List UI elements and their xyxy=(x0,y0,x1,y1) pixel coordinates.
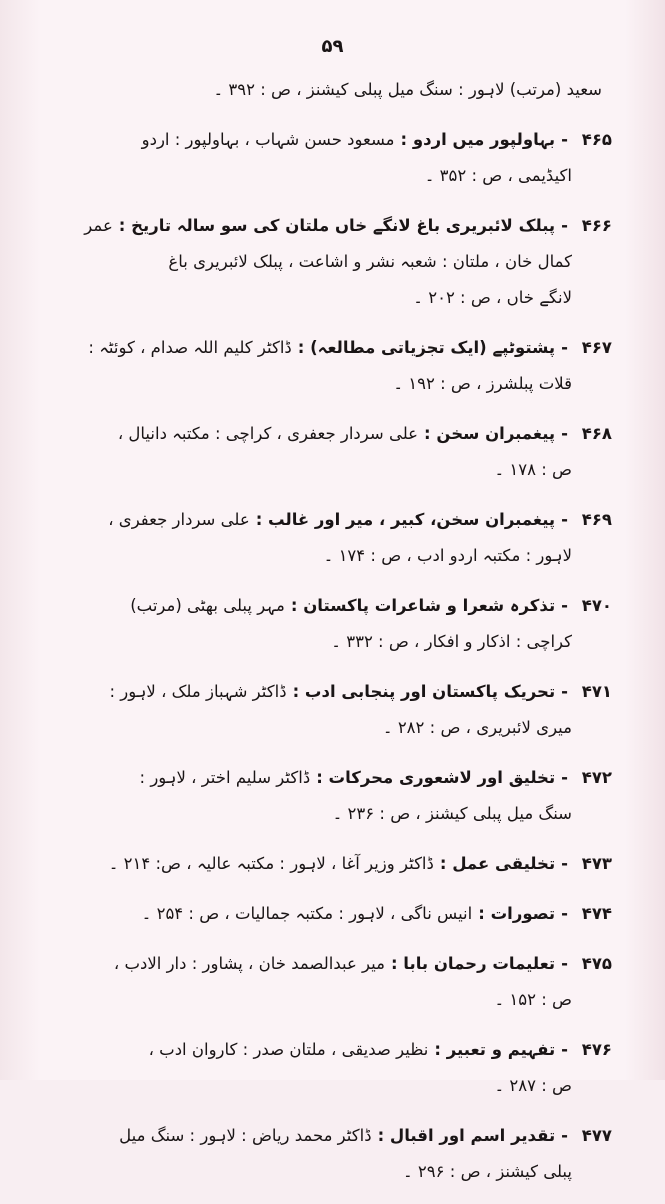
bibliography-entry xyxy=(52,896,612,932)
entry-first-line: ۴۷۴ - تصورات : انیس ناگی ، لاہور : مکتبہ جمالیات ، ص : ۲۵۴ ۔ xyxy=(52,896,612,932)
bibliography-entry xyxy=(52,416,612,488)
entry-first-line: ۴۶۷ - پشتوٹپے (ایک تجزیاتی مطالعہ) : ڈاکٹر کلیم اللہ صدام ، کوئٹہ : xyxy=(52,330,612,366)
entry-line: اکیڈیمی ، ص : ۳۵۲ ۔ xyxy=(424,166,572,185)
bibliography-list xyxy=(52,72,612,1204)
entry-details: ڈاکٹر شہباز ملک ، لاہور : xyxy=(109,682,287,701)
entry-title: پشتوٹپے (ایک تجزیاتی مطالعہ) : xyxy=(297,338,556,357)
entry-first-line: ۴۶۸ - پیغمبران سخن : علی سردار جعفری ، کراچی : مکتبہ دانیال ، xyxy=(52,416,612,452)
entry-details: مسعود حسن شہاب ، بہاولپور : اردو xyxy=(141,130,395,149)
entry-details: علی سردار جعفری ، xyxy=(108,510,250,529)
entry-line: میری لائبریری ، ص : ۲۸۲ ۔ xyxy=(382,718,572,737)
entry-line: لاہور : مکتبہ اردو ادب ، ص : ۱۷۴ ۔ xyxy=(323,546,572,565)
entry-first-line: ۴۶۹ - پیغمبران سخن، کبیر ، میر اور غالب : علی سردار جعفری ، xyxy=(52,502,612,538)
page-number: ۵۹ xyxy=(321,36,344,57)
entry-line: ص : ۲۸۷ ۔ xyxy=(494,1076,572,1095)
entry-details: ڈاکٹر وزیر آغا ، لاہور : مکتبہ عالیہ ، ص: ۲۱۴ ۔ xyxy=(108,854,434,873)
entry-details: ڈاکٹر سلیم اختر ، لاہور : xyxy=(139,768,311,787)
entry-number: ۴۶۸ xyxy=(581,424,612,443)
entry-title: تحریک پاکستان اور پنجابی ادب : xyxy=(292,682,556,701)
bibliography-entry xyxy=(52,760,612,832)
entry-title: تخلیق اور لاشعوری محرکات : xyxy=(316,768,556,787)
entry-line: پبلی کیشنز ، ص : ۲۹۶ ۔ xyxy=(403,1162,572,1181)
bibliography-entry xyxy=(52,330,612,402)
entry-details: میر عبدالصمد خان ، پشاور : دار الادب ، xyxy=(113,954,385,973)
entry-number: ۴۷۵ xyxy=(581,954,612,973)
entry-title: تفہیم و تعبیر : xyxy=(434,1040,556,1059)
entry-details: علی سردار جعفری ، کراچی : مکتبہ دانیال ، xyxy=(117,424,419,443)
entry-number: ۴۶۹ xyxy=(581,510,612,529)
entry-title: پبلک لائبریری باغ لانگے خاں ملتان کی سو سالہ تاریخ : xyxy=(118,216,556,235)
entry-title: تعلیمات رحمان بابا : xyxy=(390,954,556,973)
entry-first-line: ۴۶۵ - بہاولپور میں اردو : مسعود حسن شہاب ، بہاولپور : اردو xyxy=(52,122,612,158)
entry-line: سعید (مرتب) لاہور : سنگ میل پبلی کیشنز ، ص : ۳۹۲ ۔ xyxy=(213,80,602,99)
entry-number: ۴۷۰ xyxy=(581,596,612,615)
entry-line: کمال خان ، ملتان : شعبہ نشر و اشاعت ، پبلک لائبریری باغ xyxy=(168,252,572,271)
entry-line: سنگ میل پبلی کیشنز ، ص : ۲۳۶ ۔ xyxy=(332,804,572,823)
bibliography-entry xyxy=(52,208,612,316)
entry-first-line: ۴۷۵ - تعلیمات رحمان بابا : میر عبدالصمد خان ، پشاور : دار الادب ، xyxy=(52,946,612,982)
entry-line: ص : ۱۷۸ ۔ xyxy=(494,460,572,479)
bibliography-entry xyxy=(52,1118,612,1190)
entry-title: بہاولپور میں اردو : xyxy=(400,130,556,149)
bibliography-entry-continuation xyxy=(52,72,612,108)
entry-number: ۴۷۲ xyxy=(581,768,612,787)
entry-details: ڈاکٹر کلیم اللہ صدام ، کوئٹہ : xyxy=(88,338,292,357)
entry-line: ص : ۱۵۲ ۔ xyxy=(494,990,572,1009)
entry-number: ۴۶۵ xyxy=(581,130,612,149)
entry-details: مہر پبلی بھٹی (مرتب) xyxy=(130,596,285,615)
entry-title: پیغمبران سخن : xyxy=(424,424,556,443)
entry-number: ۴۷۷ xyxy=(581,1126,612,1145)
entry-number: ۴۷۶ xyxy=(581,1040,612,1059)
entry-number: ۴۶۷ xyxy=(581,338,612,357)
entry-line: کراچی : اذکار و افکار ، ص : ۳۳۲ ۔ xyxy=(331,632,572,651)
bibliography-entry xyxy=(52,588,612,660)
bibliography-entry xyxy=(52,946,612,1018)
bibliography-entry xyxy=(52,846,612,882)
entry-first-line: ۴۷۷ - تقدیر اسم اور اقبال : ڈاکٹر محمد ریاض : لاہور : سنگ میل xyxy=(52,1118,612,1154)
entry-title: تخلیقی عمل : xyxy=(439,854,556,873)
entry-line: قلات پبلشرز ، ص : ۱۹۲ ۔ xyxy=(393,374,572,393)
entry-first-line: ۴۷۲ - تخلیق اور لاشعوری محرکات : ڈاکٹر سلیم اختر ، لاہور : xyxy=(52,760,612,796)
bibliography-entry xyxy=(52,122,612,194)
entry-title: تصورات : xyxy=(478,904,556,923)
entry-first-line: ۴۷۰ - تذکرہ شعرا و شاعرات پاکستان : مہر پبلی بھٹی (مرتب) xyxy=(52,588,612,624)
bibliography-entry xyxy=(52,1032,612,1104)
entry-number: ۴۷۴ xyxy=(581,904,612,923)
entry-number: ۴۷۱ xyxy=(581,682,612,701)
bibliography-entry xyxy=(52,674,612,746)
entry-first-line: ۴۶۶ - پبلک لائبریری باغ لانگے خاں ملتان کی سو سالہ تاریخ : عمر xyxy=(52,208,612,244)
entry-title: تذکرہ شعرا و شاعرات پاکستان : xyxy=(290,596,556,615)
entry-number: ۴۶۶ xyxy=(581,216,612,235)
entry-details: نظیر صدیقی ، ملتان صدر : کاروان ادب ، xyxy=(148,1040,429,1059)
entry-line: لانگے خاں ، ص : ۲۰۲ ۔ xyxy=(413,288,572,307)
entry-first-line: ۴۷۳ - تخلیقی عمل : ڈاکٹر وزیر آغا ، لاہور : مکتبہ عالیہ ، ص: ۲۱۴ ۔ xyxy=(52,846,612,882)
entry-number: ۴۷۳ xyxy=(581,854,612,873)
entry-first-line: ۴۷۱ - تحریک پاکستان اور پنجابی ادب : ڈاکٹر شہباز ملک ، لاہور : xyxy=(52,674,612,710)
entry-details: انیس ناگی ، لاہور : مکتبہ جمالیات ، ص : ۲۵۴ ۔ xyxy=(141,904,473,923)
bibliography-entry xyxy=(52,502,612,574)
entry-details: ڈاکٹر محمد ریاض : لاہور : سنگ میل xyxy=(119,1126,372,1145)
entry-first-line: ۴۷۶ - تفہیم و تعبیر : نظیر صدیقی ، ملتان صدر : کاروان ادب ، xyxy=(52,1032,612,1068)
entry-title: تقدیر اسم اور اقبال : xyxy=(377,1126,556,1145)
entry-title: پیغمبران سخن، کبیر ، میر اور غالب : xyxy=(255,510,556,529)
entry-details: عمر xyxy=(84,216,113,235)
